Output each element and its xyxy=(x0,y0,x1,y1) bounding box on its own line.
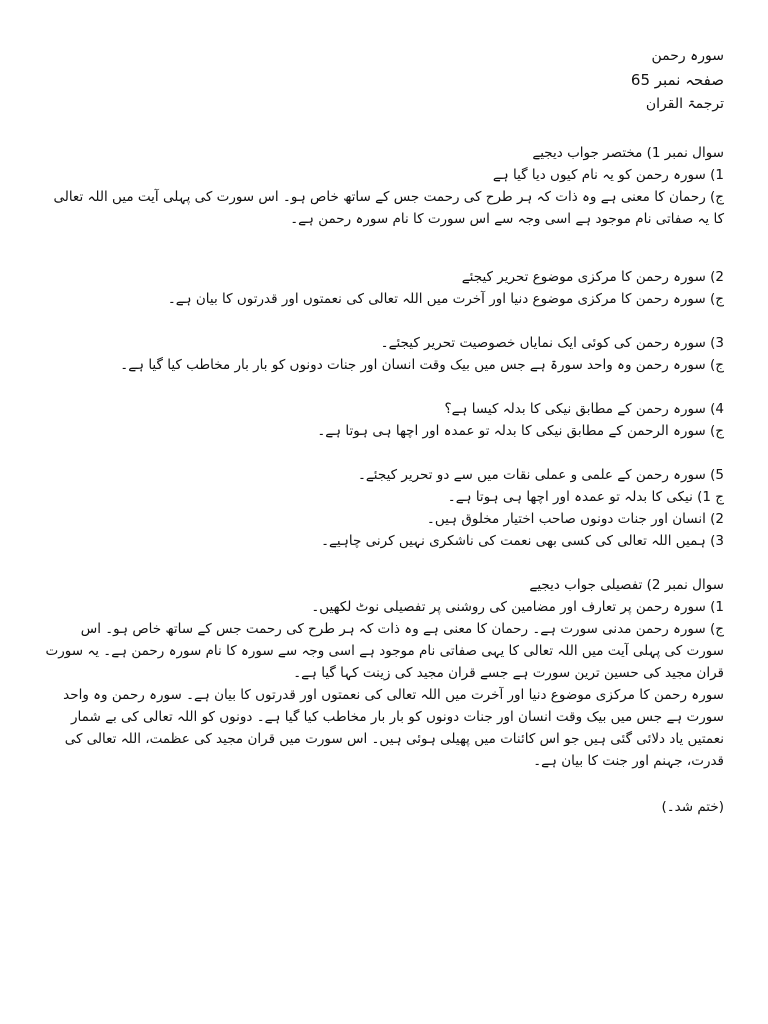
section1-title: سوال نمبر 1) مختصر جواب دیجیے xyxy=(532,145,724,161)
answer-5-point-1: ج 1) نیکی کا بدلہ تو عمدہ اور اچھا ہی ہوتا ہے۔ xyxy=(447,489,724,505)
document-ending: (ختم شد۔) xyxy=(661,799,724,815)
question-3: 3) سورہ رحمن کی کوئی ایک نمایاں خصوصیت تحریر کیجئے۔ xyxy=(380,335,724,351)
answer-3: ج) سورہ رحمن وہ واحد سورۃ ہے جس میں بیک وقت انسان اور جنات دونوں کو بار بار مخاطب کیا گیا ہے۔ xyxy=(120,357,724,373)
answer-2: ج) سورہ رحمن کا مرکزی موضوع دنیا اور آخرت میں اللہ تعالی کی نعمتوں اور قدرتوں کا بیان ہے۔ xyxy=(167,291,724,307)
question-1: 1) سورہ رحمن کو یہ نام کیوں دیا گیا ہے xyxy=(492,167,724,183)
document-page xyxy=(40,44,728,832)
section2-title: سوال نمبر 2) تفصیلی جواب دیجیے xyxy=(529,577,724,593)
answer-5-point-3: 3) ہمیں اللہ تعالی کی کسی بھی نعمت کی ناشکری نہیں کرنی چاہیے۔ xyxy=(321,533,724,549)
question-block-4 xyxy=(40,398,728,442)
question-2: 2) سورہ رحمن کا مرکزی موضوع تحریر کیجئے xyxy=(461,269,724,285)
question-5: 5) سورہ رحمن کے علمی و عملی نقات میں سے دو تحریر کیجئے۔ xyxy=(357,467,724,483)
question-block-3 xyxy=(40,332,728,376)
answer-4: ج) سورہ الرحمن کے مطابق نیکی کا بدلہ تو عمدہ اور اچھا ہی ہوتا ہے۔ xyxy=(317,423,724,439)
answer-1: ج) رحمان کا معنی ہے وہ ذات کہ ہر طرح کی رحمت جس کے ساتھ خاص ہو۔ اس سورت کی پہلی آیت میں اللہ تعالی کا یہ صفاتی نام موجود ہے اسی وجہ سے اس سورت کا نام سورہ رحمن ہے۔ xyxy=(53,189,724,227)
detailed-answer-paragraph-2: سورہ رحمن کا مرکزی موضوع دنیا اور آخرت میں اللہ تعالی کی نعمتوں اور قدرتوں کا بیان ہے۔ سورہ رحمن وہ واحد سورت ہے جس میں بیک وقت انسان اور جنات دونوں کو بار بار مخاطب کیا گیا ہے۔ دونوں کو اللہ تعالی کی بے شمار نعمتیں یاد دلائی گئی ہیں جو اس کائنات میں پھیلی ہوئی ہیں۔ اس سورت میں قران مجید کی عظمت، اللہ تعالی کی قدرت، جہنم اور جنت کا بیان ہے۔ xyxy=(63,687,724,769)
detailed-question-block xyxy=(40,596,728,772)
question-4: 4) سورہ رحمن کے مطابق نیکی کا بدلہ کیسا ہے؟ xyxy=(444,401,724,417)
question-block-5 xyxy=(40,464,728,552)
detailed-question-1: 1) سورہ رحمن پر تعارف اور مضامین کی روشنی پر تفصیلی نوٹ لکھیں۔ xyxy=(311,599,724,615)
detailed-answer-paragraph-1: ج) سورہ رحمن مدنی سورت ہے۔ رحمان کا معنی ہے وہ ذات کہ ہر طرح کی رحمت جس کے ساتھ خاص ہو۔ اس سورت کی پہلی آیت میں اللہ تعالی کا یہی صفاتی نام موجود ہے اسی وجہ سے سورہ کا نام سورہ رحمن ہے۔ یہ سورت قران مجید کی حسین ترین سورت ہے جسے قران مجید کی زینت کہا گیا ہے۔ xyxy=(45,621,724,681)
document-header xyxy=(40,44,728,116)
book-title: ترجمۃ القران xyxy=(645,96,724,112)
question-block-2 xyxy=(40,266,728,310)
surah-name: سورہ رحمن xyxy=(651,48,724,64)
answer-5-point-2: 2) انسان اور جنات دونوں صاحب اختیار مخلوق ہیں۔ xyxy=(426,511,724,527)
question-block-1 xyxy=(40,164,728,230)
page-number: صفحہ نمبر 65 xyxy=(630,71,724,89)
